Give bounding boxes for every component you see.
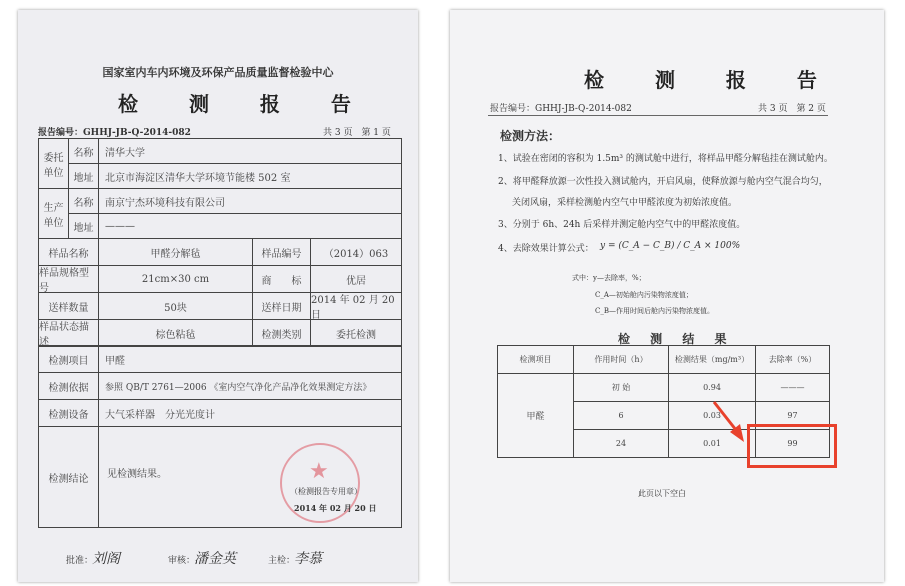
org-name: 国家室内车内环境及环保产品质量监督检验中心 [102, 66, 334, 79]
client-addr-label: 地址 [68, 163, 99, 189]
report-title: 检 测 报 告 [584, 68, 839, 92]
client-address: 北京市海淀区清华大学环境节能楼 502 室 [98, 163, 402, 189]
page-info: 共 3 页 第 2 页 [758, 104, 826, 114]
test-item: 甲醛 [98, 345, 402, 373]
page-info: 共 3 页 第 1 页 [323, 128, 391, 138]
sample-v1-cell: 甲醛分解毡 [98, 238, 253, 266]
sample-l1-cell: 样品规格型号 [38, 265, 99, 293]
report-page-2 [450, 10, 884, 582]
method-1: 1、试验在密闭的容积为 1.5m³ 的测试舱中进行，将样品甲醛分解毡挂在测试舱内。 [498, 154, 833, 164]
sample-v1-cell: 50块 [98, 292, 253, 320]
report-number: 报告编号：GHHJ-JB-Q-2014-082 [490, 104, 632, 114]
where-3: C_B—作用时间后舱内污染物浓度值。 [595, 307, 714, 315]
sample-l1-cell: 样品名称 [38, 238, 99, 266]
sample-v2-cell: 2014 年 02 月 20 日 [310, 292, 402, 320]
conclusion-text: 见检测结果。 [107, 469, 167, 480]
col-removal: 去除率（%） [755, 345, 830, 374]
approve-signature: 刘阁 [92, 551, 120, 567]
report-number: 报告编号：GHHJ-JB-Q-2014-082 [38, 128, 191, 138]
header-divider [488, 115, 828, 116]
page-footer: 此页以下空白 [638, 489, 686, 498]
test-equipment: 大气采样器 分光光度计 [98, 399, 402, 427]
col-time: 作用时间（h） [573, 345, 669, 374]
review-label: 审核： [168, 556, 196, 566]
producer-address: ——— [98, 213, 402, 239]
sample-l2-cell: 样品编号 [252, 238, 311, 266]
producer-label: 生产单位 [38, 188, 69, 239]
item-label: 检测项目 [38, 345, 99, 373]
sample-l2-cell: 检测类别 [252, 319, 311, 347]
stamp-date: 2014 年 02 月 20 日 [294, 503, 377, 513]
sample-v2-cell: 优居 [310, 265, 402, 293]
results-title: 检 测 结 果 [618, 332, 735, 346]
client-label: 委托单位 [38, 138, 69, 189]
result-cell: 0.01 [668, 429, 756, 458]
basis-label: 检测依据 [38, 372, 99, 400]
test-basis: 参照 QB/T 2761—2006 《室内空气净化产品净化效果测定方法》 [98, 372, 402, 400]
inspect-label: 主检： [268, 556, 296, 566]
sample-l1-cell: 样品状态描述 [38, 319, 99, 347]
sample-l2-cell: 商 标 [252, 265, 311, 293]
approve-label: 批准： [66, 556, 94, 566]
stamp-star-icon: ★ [309, 459, 329, 484]
equip-label: 检测设备 [38, 399, 99, 427]
method-2: 2、将甲醛释放源一次性投入测试舱内，开启风扇，使释放源与舱内空气混合均匀， [498, 177, 828, 187]
stamp-caption: （检测报告专用章） [290, 487, 362, 496]
result-cell: 97 [755, 401, 830, 430]
review-signature: 潘金英 [194, 551, 236, 567]
inspect-signature: 李慕 [294, 551, 322, 567]
producer-addr-label: 地址 [68, 213, 99, 239]
where-1: 式中：y—去除率，%； [572, 274, 646, 282]
method-3: 3、分别于 6h、24h 后采样并测定舱内空气中的甲醛浓度值。 [498, 220, 746, 230]
client-name-label: 名称 [68, 138, 99, 164]
sample-l2-cell: 送样日期 [252, 292, 311, 320]
result-cell: ——— [755, 373, 830, 402]
sample-v1-cell: 棕色粘毡 [98, 319, 253, 347]
formula: y = (C_A − C_B) / C_A × 100% [600, 241, 741, 251]
conclusion-label: 检测结论 [38, 426, 99, 528]
result-cell: 0.03 [668, 401, 756, 430]
result-cell: 0.94 [668, 373, 756, 402]
col-result: 检测结果（mg/m³） [668, 345, 756, 374]
result-cell: 24 [573, 429, 669, 458]
sample-v2-cell: （2014）063 [310, 238, 402, 266]
method-title: 检测方法： [500, 129, 561, 143]
result-cell: 初 始 [573, 373, 669, 402]
sample-v2-cell: 委托检测 [310, 319, 402, 347]
report-page-1 [18, 10, 418, 582]
client-name: 清华大学 [98, 138, 402, 164]
highlight-box [747, 424, 837, 468]
report-title: 检 测 报 告 [118, 92, 373, 116]
where-2: C_A—初始舱内污染物浓度值； [595, 291, 693, 299]
sample-v1-cell: 21cm×30 cm [98, 265, 253, 293]
result-item: 甲醛 [497, 373, 574, 458]
method-4: 4、去除效果计算公式： [498, 244, 594, 254]
result-cell: 6 [573, 401, 669, 430]
result-cell: 99 [755, 429, 830, 458]
arrow-icon [710, 398, 750, 448]
col-item: 检测项目 [497, 345, 574, 374]
producer-name: 南京宁杰环境科技有限公司 [98, 188, 402, 214]
sample-l1-cell: 送样数量 [38, 292, 99, 320]
method-2b: 关闭风扇，采样检测舱内空气中甲醛浓度为初始浓度值。 [512, 198, 738, 208]
producer-name-label: 名称 [68, 188, 99, 214]
